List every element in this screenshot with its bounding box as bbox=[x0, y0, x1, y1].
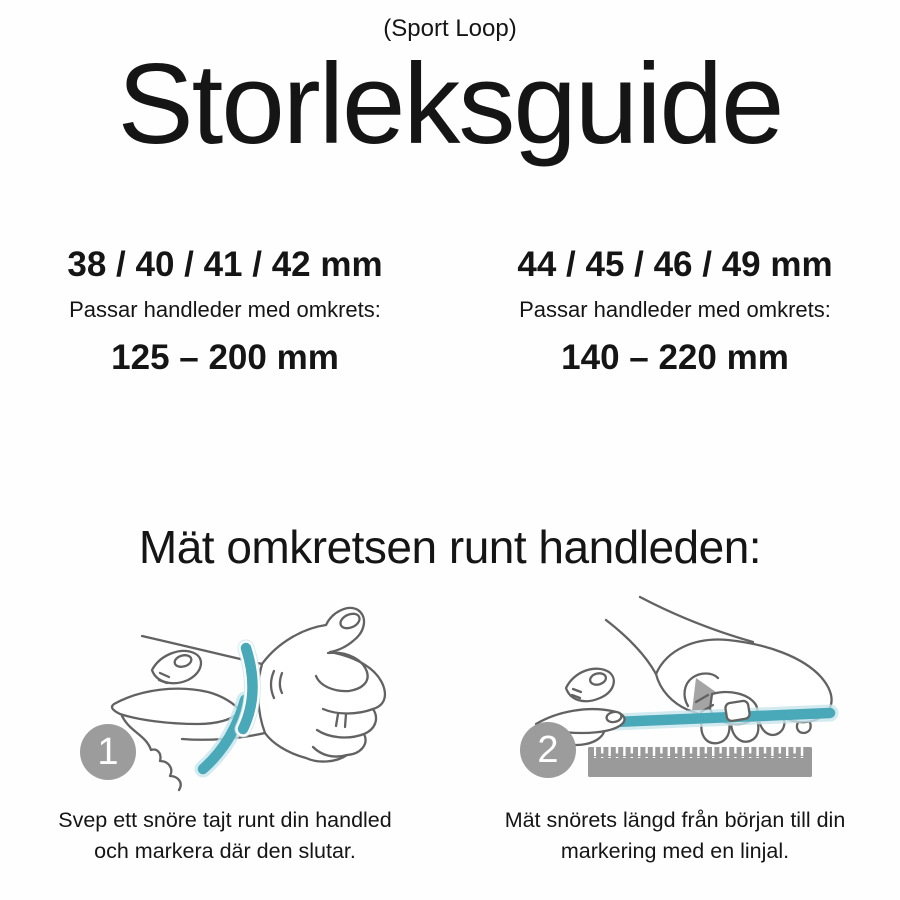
ruler bbox=[588, 747, 812, 777]
measuring-string bbox=[614, 713, 830, 722]
step-1 bbox=[0, 592, 450, 867]
wrist-range-small: 125 – 200 mm bbox=[111, 337, 339, 377]
wrist-range-large: 140 – 220 mm bbox=[561, 337, 789, 377]
size-options-section bbox=[0, 246, 900, 378]
measure-heading: Mät omkretsen runt handleden: bbox=[138, 521, 762, 574]
fist-hand bbox=[142, 608, 385, 762]
pointing-hand bbox=[112, 651, 240, 790]
step-2 bbox=[450, 592, 900, 867]
wrist-string-illustration bbox=[56, 592, 416, 797]
page-title: Storleksguide bbox=[117, 40, 783, 168]
fits-label-small: Passar handleder med omkrets: bbox=[69, 296, 381, 322]
step-2-number: 2 bbox=[537, 729, 559, 772]
pressing-fingertip bbox=[725, 701, 751, 722]
step-1-caption: Svep ett snöre tajt runt din handled och markera där den slutar. bbox=[58, 808, 392, 864]
steps-row bbox=[0, 592, 900, 867]
product-subtitle: (Sport Loop) bbox=[383, 15, 517, 42]
fits-label-large: Passar handleder med omkrets: bbox=[519, 296, 831, 322]
measure-instructions-section bbox=[0, 521, 900, 867]
size-column-large-cases bbox=[450, 246, 900, 378]
step-2-caption: Mät snörets längd från början till din markering med en linjal. bbox=[504, 808, 846, 864]
case-sizes-small: 38 / 40 / 41 / 42 mm bbox=[67, 244, 383, 284]
step-2-badge bbox=[520, 722, 576, 778]
step-1-number: 1 bbox=[97, 731, 119, 774]
step-1-badge bbox=[80, 724, 136, 780]
ruler-string-illustration bbox=[490, 592, 880, 797]
size-column-small-cases bbox=[0, 246, 450, 378]
header bbox=[0, 0, 900, 168]
case-sizes-large: 44 / 45 / 46 / 49 mm bbox=[517, 244, 833, 284]
